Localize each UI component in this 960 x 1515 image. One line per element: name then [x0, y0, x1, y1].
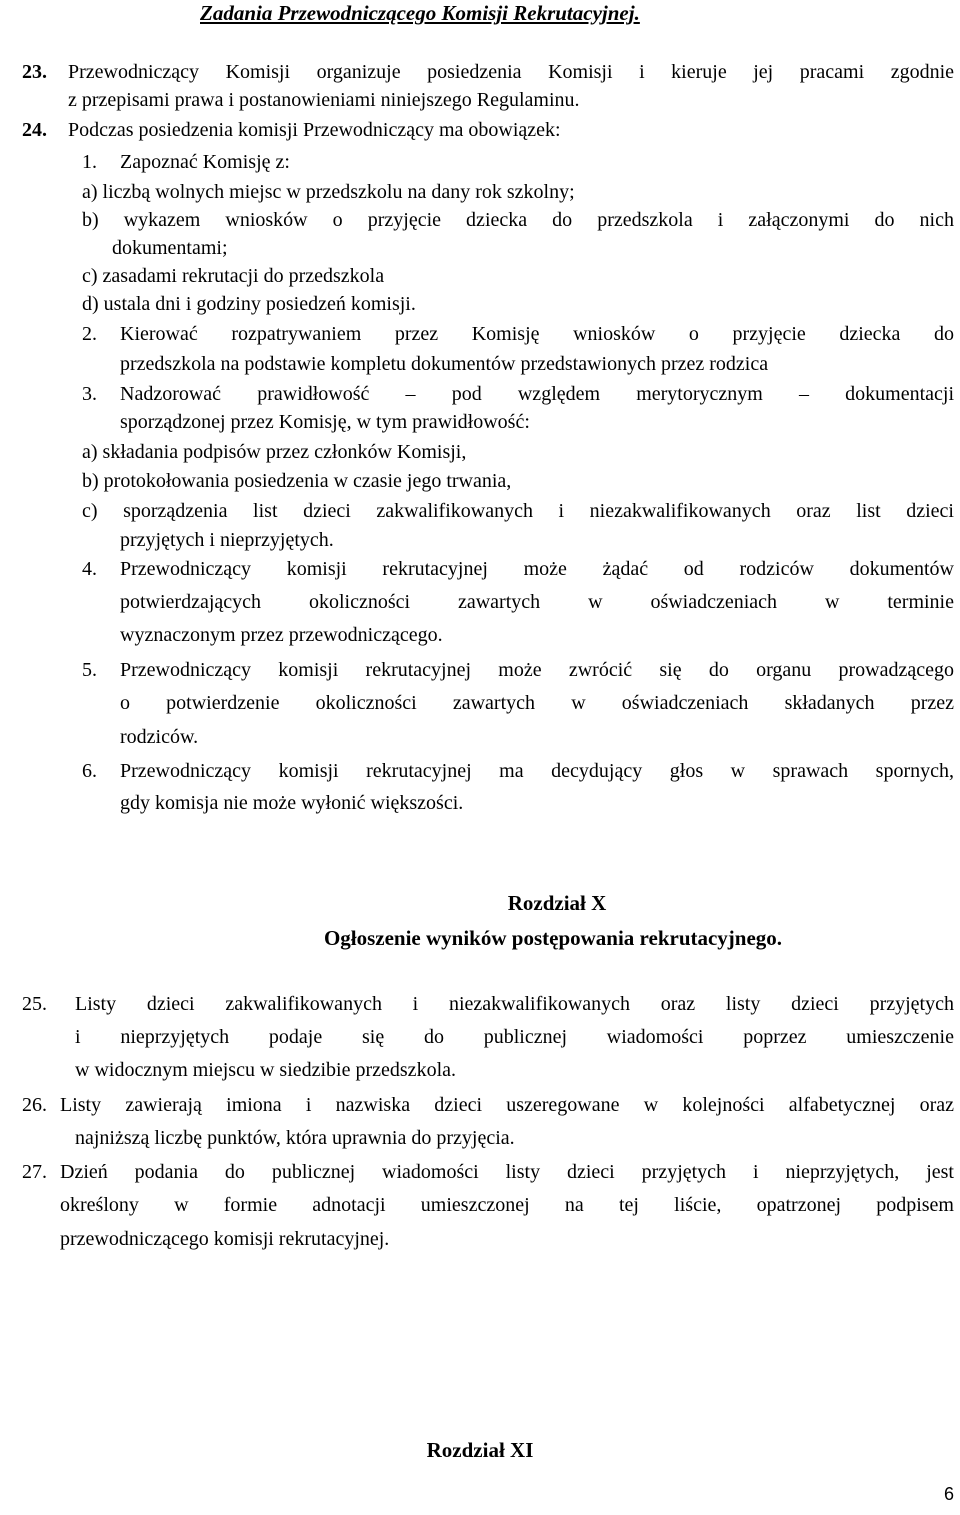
paragraph-26-line-2: najniższą liczbę punktów, która uprawnia do przyjęcia. — [75, 1127, 515, 1149]
item-1-point-d: d) ustala dni i godziny posiedzeń komisji. — [82, 293, 416, 315]
paragraph-27-line-2: określony w formie adnotacji umieszczonej na tej liście, opatrzonej podpisem — [60, 1194, 954, 1216]
item-number-3: 3. — [82, 383, 97, 405]
paragraph-26-line-1: Listy zawierają imiona i nazwiska dzieci uszeregowane w kolejności alfabetycznej oraz — [60, 1094, 954, 1116]
item-4-line-2: potwierdzających okoliczności zawartych w oświadczeniach w terminie — [120, 591, 954, 613]
item-1-text: Zapoznać Komisję z: — [120, 151, 290, 173]
item-3-point-c-line-2: przyjętych i nieprzyjętych. — [120, 529, 334, 551]
item-5-line-1: Przewodniczący komisji rekrutacyjnej może zwrócić się do organu prowadzącego — [120, 659, 954, 681]
item-4-line-3: wyznaczonym przez przewodniczącego. — [120, 624, 443, 646]
paragraph-25-line-3: w widocznym miejscu w siedzibie przedszkola. — [75, 1059, 456, 1081]
item-3-line-1: Nadzorować prawidłowość – pod względem merytorycznym – dokumentacji — [120, 383, 954, 405]
paragraph-number-24: 24. — [22, 119, 47, 141]
chapter-title-xi: Rozdział XI — [426, 1438, 534, 1462]
page-number: 6 — [943, 1484, 954, 1504]
item-1-point-c: c) zasadami rekrutacji do przedszkola — [82, 265, 385, 287]
paragraph-number-26: 26. — [22, 1094, 47, 1116]
paragraph-number-27: 27. — [22, 1161, 47, 1183]
paragraph-number-25: 25. — [22, 993, 47, 1015]
item-number-6: 6. — [82, 760, 97, 782]
item-4-line-1: Przewodniczący komisji rekrutacyjnej może żądać od rodziców dokumentów — [120, 558, 954, 580]
paragraph-number-23: 23. — [22, 61, 47, 83]
item-number-1: 1. — [82, 151, 97, 173]
item-number-2: 2. — [82, 323, 97, 345]
item-2-line-1: Kierować rozpatrywaniem przez Komisję wniosków o przyjęcie dziecka do — [120, 323, 954, 345]
paragraph-25-line-1: Listy dzieci zakwalifikowanych i niezakwalifikowanych oraz listy dzieci przyjętych — [75, 993, 954, 1015]
chapter-title-x: Rozdział X — [507, 891, 607, 915]
paragraph-25-line-2: i nieprzyjętych podaje się do publicznej wiadomości poprzez umieszczenie — [75, 1026, 954, 1048]
item-1-point-a: a) liczbą wolnych miejsc w przedszkolu na dany rok szkolny; — [82, 181, 575, 203]
section-heading: Zadania Przewodniczącego Komisji Rekrutacyjnej. — [200, 1, 640, 25]
item-3-point-a: a) składania podpisów przez członków Komisji, — [82, 441, 467, 463]
item-number-4: 4. — [82, 558, 97, 580]
item-number-5: 5. — [82, 659, 97, 681]
item-1-point-b-line-1: b) wykazem wniosków o przyjęcie dziecka do przedszkola i załączonymi do nich — [82, 209, 954, 231]
item-3-point-b: b) protokołowania posiedzenia w czasie jego trwania, — [82, 470, 512, 492]
item-5-line-3: rodziców. — [120, 726, 199, 748]
paragraph-23-line-2: z przepisami prawa i postanowieniami niniejszego Regulaminu. — [68, 89, 580, 111]
item-6-line-2: gdy komisja nie może wyłonić większości. — [120, 792, 464, 814]
paragraph-27-line-1: Dzień podania do publicznej wiadomości listy dzieci przyjętych i nieprzyjętych, jest — [60, 1161, 954, 1183]
chapter-subtitle-x: Ogłoszenie wyników postępowania rekrutacyjnego. — [323, 926, 783, 950]
item-1-point-b-line-2: dokumentami; — [112, 237, 228, 259]
item-3-line-2: sporządzonej przez Komisję, w tym prawidłowość: — [120, 411, 530, 433]
item-6-line-1: Przewodniczący komisji rekrutacyjnej ma decydujący głos w sprawach spornych, — [120, 760, 954, 782]
paragraph-24-text: Podczas posiedzenia komisji Przewodniczący ma obowiązek: — [68, 119, 561, 141]
item-3-point-c-line-1: c) sporządzenia list dzieci zakwalifikowanych i niezakwalifikowanych oraz list dzieci — [82, 500, 954, 522]
item-5-line-2: o potwierdzenie okoliczności zawartych w oświadczeniach składanych przez — [120, 692, 954, 714]
item-2-line-2: przedszkola na podstawie kompletu dokumentów przedstawionych przez rodzica — [120, 353, 769, 375]
paragraph-27-line-3: przewodniczącego komisji rekrutacyjnej. — [60, 1228, 390, 1250]
paragraph-23-line-1: Przewodniczący Komisji organizuje posiedzenia Komisji i kieruje jej pracami zgodnie — [68, 61, 954, 83]
